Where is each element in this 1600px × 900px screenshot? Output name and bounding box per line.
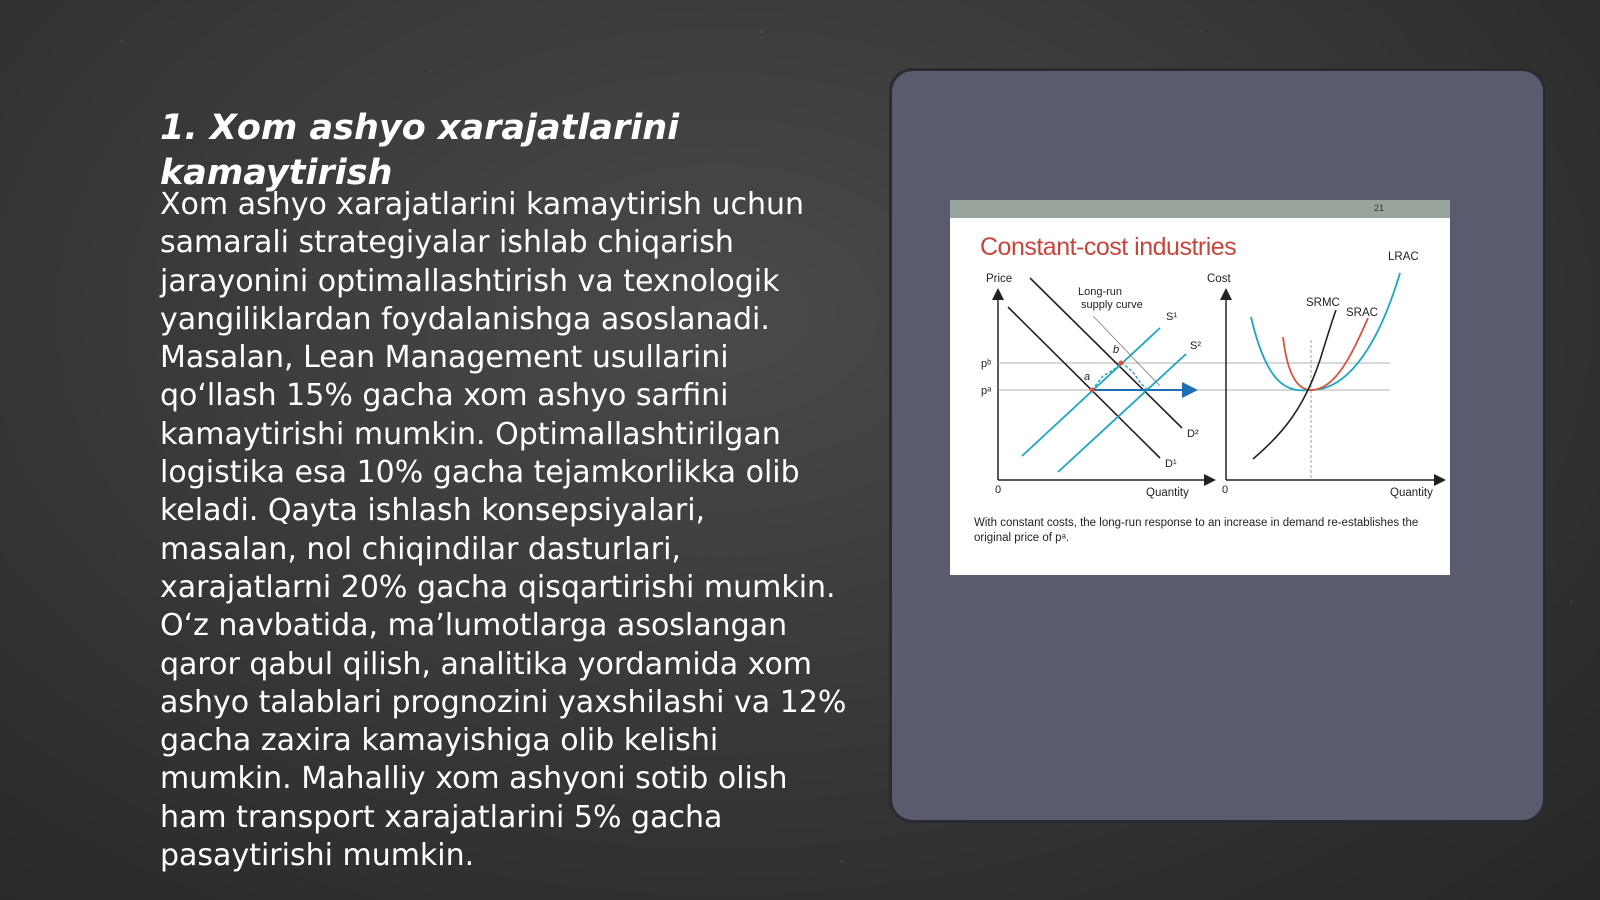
s1-label: S¹ <box>1166 311 1177 323</box>
right-origin-label: 0 <box>1222 484 1229 496</box>
figure-title: Constant-cost industries <box>980 233 1237 261</box>
point-a <box>1090 388 1095 393</box>
d2-label: D² <box>1187 428 1199 440</box>
s2-label: S² <box>1190 340 1201 352</box>
d1-label: D¹ <box>1165 458 1177 470</box>
point-b <box>1119 361 1124 366</box>
point-b-label: b <box>1113 344 1120 356</box>
srmc-label: SRMC <box>1306 297 1340 309</box>
srmc-curve <box>1253 310 1336 459</box>
economics-figure <box>950 200 1450 575</box>
lrac-label: LRAC <box>1388 251 1419 263</box>
left-origin-label: 0 <box>995 484 1002 496</box>
left-y-axis-label: Price <box>986 273 1013 285</box>
slide-heading: 1. Xom ashyo xarajatlarini kamaytirish <box>160 108 680 193</box>
figure-caption: With constant costs, the long-run response to an increase in demand re-establishes the original price of pᵃ. <box>974 517 1419 544</box>
left-x-axis-label: Quantity <box>1146 487 1189 499</box>
point-a-label: a <box>1084 371 1091 383</box>
srac-label: SRAC <box>1346 307 1378 319</box>
figure-page-number: 21 <box>1373 203 1384 213</box>
cost-curves-chart <box>1207 251 1440 499</box>
price-high-label: pᵇ <box>981 358 992 370</box>
srac-curve <box>1283 318 1368 390</box>
slide-body-text: Xom ashyo xarajatlarini kamaytirish uchun samarali strategiyalar ishlab chiqarish jarayonini optimallashtirish va texnologik yangiliklardan foydalanishga asoslanadi. Masalan, Lean Management usullarini qo‘llash 15% gacha xom ashyo sarfini kamaytirishi mumkin. Optimallashtirilgan logistika esa 10% gacha tejamkorlikka olib keladi. Qayta ishlash konsepsiyalari, masalan, nol chiqindilar dasturlari, xarajatlarni 20% gacha qisqartirishi mumkin. O‘z navbatida, ma’lumotlarga asoslangan qaror qabul qilish, analitika yordamida xom ashyo talablari prognozini yaxshilashi va 12% gacha zaxira kamayishiga olib kelishi mumkin. Mahalliy xom ashyoni sotib olish ham transport xarajatlarini 5% gacha pasaytirishi mumkin. <box>160 187 847 874</box>
right-y-axis-label: Cost <box>1207 273 1231 285</box>
figure-diagram <box>950 200 1450 510</box>
price-low-label: pᵃ <box>981 385 992 397</box>
right-x-axis-label: Quantity <box>1390 487 1433 499</box>
lrac-curve <box>1251 273 1400 390</box>
supply-curve-label: Long-run supply curve <box>1078 286 1143 311</box>
